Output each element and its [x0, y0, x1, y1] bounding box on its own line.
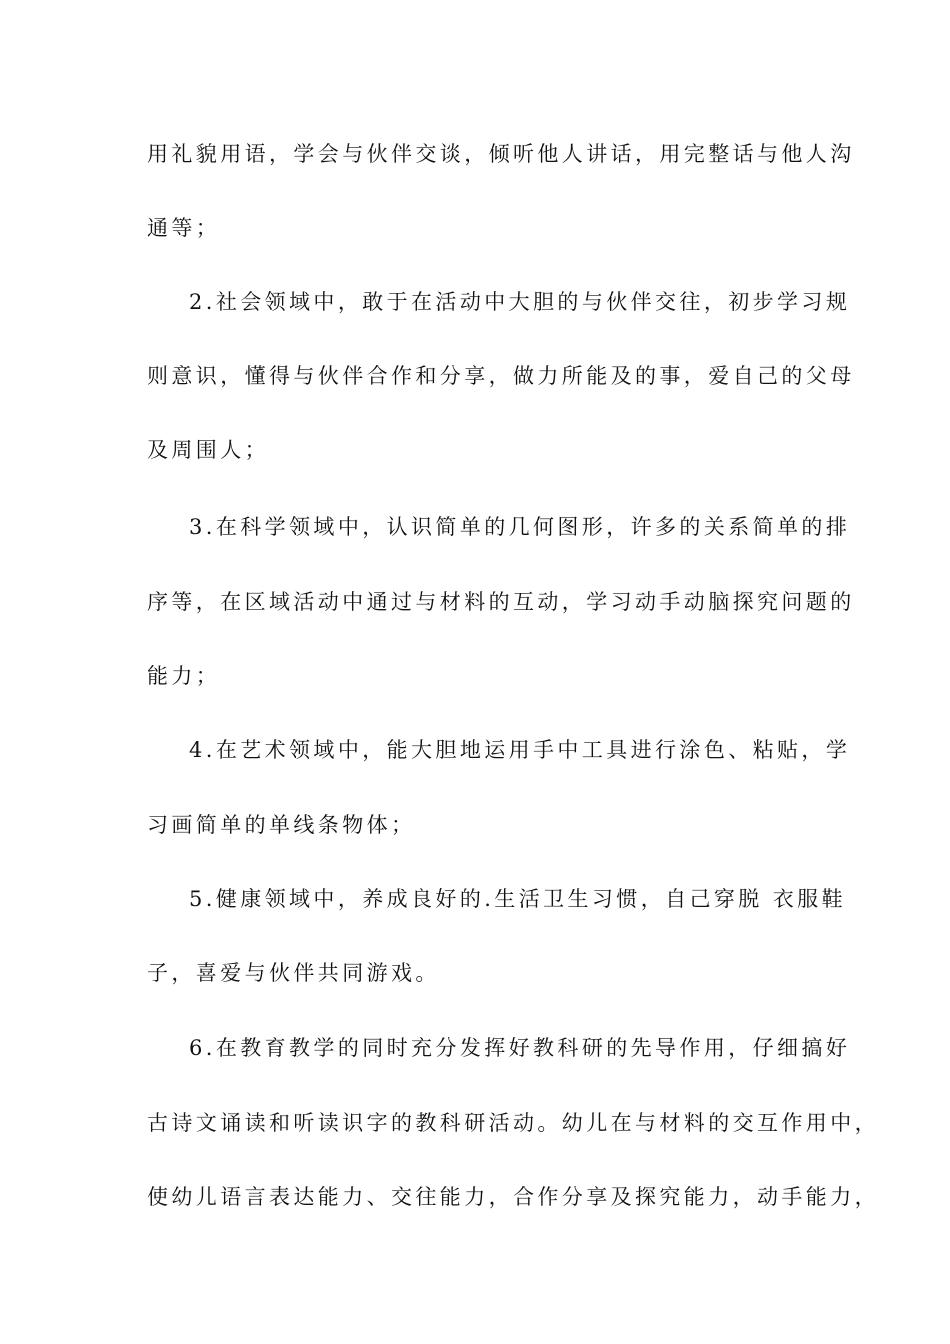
- text-line: 古诗文诵读和听读识字的教科研活动。幼儿在与材料的交互作用中，: [147, 1111, 879, 1135]
- paragraph-start-line: 2.社会领域中，敢于在活动中大胆的与伙伴交往，初步学习规: [189, 290, 851, 314]
- text-line: 能力；: [147, 664, 221, 688]
- paragraph-start-line: 3.在科学领域中，认识简单的几何图形，许多的关系简单的排: [189, 515, 851, 539]
- paragraph-start-line: 6.在教育教学的同时充分发挥好教科研的先导作用，仔细搞好: [189, 1036, 851, 1060]
- paragraph-start-line: 5.健康领域中，养成良好的.生活卫生习惯，自己穿脱 衣服鞋: [189, 887, 846, 911]
- text-line: 习画简单的单线条物体；: [147, 813, 416, 837]
- text-line: 用礼貌用语，学会与伙伴交谈，倾听他人讲话，用完整话与他人沟: [147, 142, 855, 166]
- text-line: 及周围人；: [147, 438, 269, 462]
- paragraph-start-line: 4.在艺术领域中，能大胆地运用手中工具进行涂色、粘贴，学: [189, 738, 851, 762]
- text-line: 使幼儿语言表达能力、交往能力，合作分享及探究能力，动手能力，: [147, 1185, 879, 1209]
- text-line: 序等，在区域活动中通过与材料的互动，学习动手动脑探究问题的: [147, 590, 855, 614]
- text-line: 子，喜爱与伙伴共同游戏。: [147, 961, 440, 985]
- text-line: 通等；: [147, 216, 221, 240]
- text-line: 则意识，懂得与伙伴合作和分享，做力所能及的事，爱自己的父母: [147, 364, 855, 388]
